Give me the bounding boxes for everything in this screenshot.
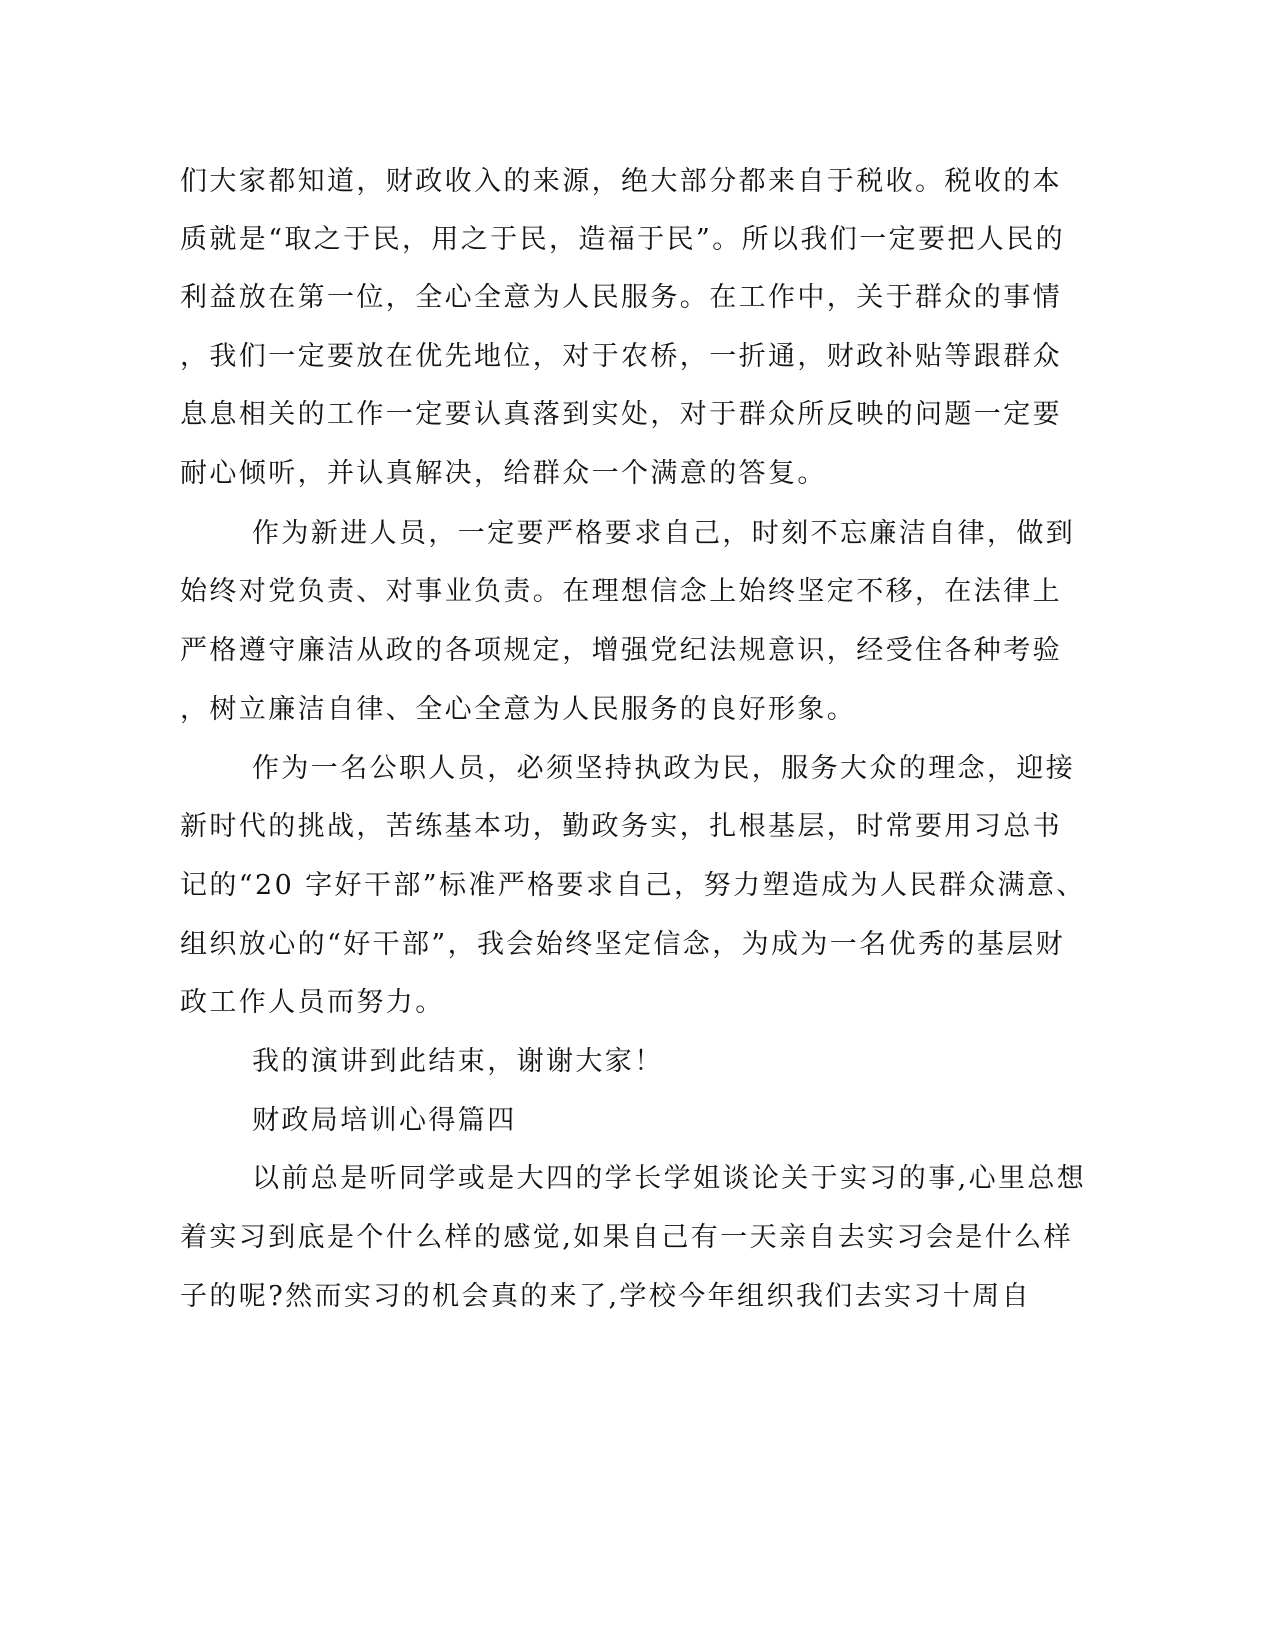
body-text-line: 耐心倾听，并认真解决，给群众一个满意的答复。	[180, 458, 827, 489]
body-text-line: ，我们一定要放在优先地位，对于农桥，一折通，财政补贴等跟群众	[180, 341, 1062, 372]
paragraph-first-line: 作为一名公职人员，必须坚持执政为民，服务大众的理念，迎接	[252, 753, 1076, 784]
body-text-line: 组织放心的“好干部”，我会始终坚定信念，为成为一名优秀的基层财	[180, 929, 1066, 960]
paragraph-first-line: 以前总是听同学或是大四的学长学姐谈论关于实习的事,心里总想	[252, 1163, 1087, 1194]
body-text-line: 严格遵守廉洁从政的各项规定，增强党纪法规意识，经受住各种考验	[180, 635, 1062, 666]
paragraph-first-line: 作为新进人员，一定要严格要求自己，时刻不忘廉洁自律，做到	[252, 518, 1076, 549]
closing-line: 我的演讲到此结束，谢谢大家！	[252, 1046, 664, 1077]
body-text-line: ，树立廉洁自律、全心全意为人民服务的良好形象。	[180, 694, 857, 725]
body-text-line: 质就是“取之于民，用之于民，造福于民”。所以我们一定要把人民的	[180, 224, 1066, 255]
body-text-line: 新时代的挑战，苦练基本功，勤政务实，扎根基层，时常要用习总书	[180, 811, 1062, 842]
body-text-line: 利益放在第一位，全心全意为人民服务。在工作中，关于群众的事情	[180, 282, 1062, 313]
body-text-line: 息息相关的工作一定要认真落到实处，对于群众所反映的问题一定要	[180, 399, 1062, 430]
section-heading: 财政局培训心得篇四	[252, 1105, 517, 1136]
body-text-line: 们大家都知道，财政收入的来源，绝大部分都来自于税收。税收的本	[180, 166, 1062, 197]
body-text-line: 政工作人员而努力。	[180, 987, 445, 1018]
body-text-line: 着实习到底是个什么样的感觉,如果自己有一天亲自去实习会是什么样	[180, 1222, 1073, 1253]
body-text-line: 记的“20 字好干部”标准严格要求自己，努力塑造成为人民群众满意、	[180, 870, 1086, 901]
body-text-line: 始终对党负责、对事业负责。在理想信念上始终坚定不移，在法律上	[180, 576, 1062, 607]
body-text-line: 子的呢?然而实习的机会真的来了,学校今年组织我们去实习十周自	[180, 1281, 1032, 1312]
